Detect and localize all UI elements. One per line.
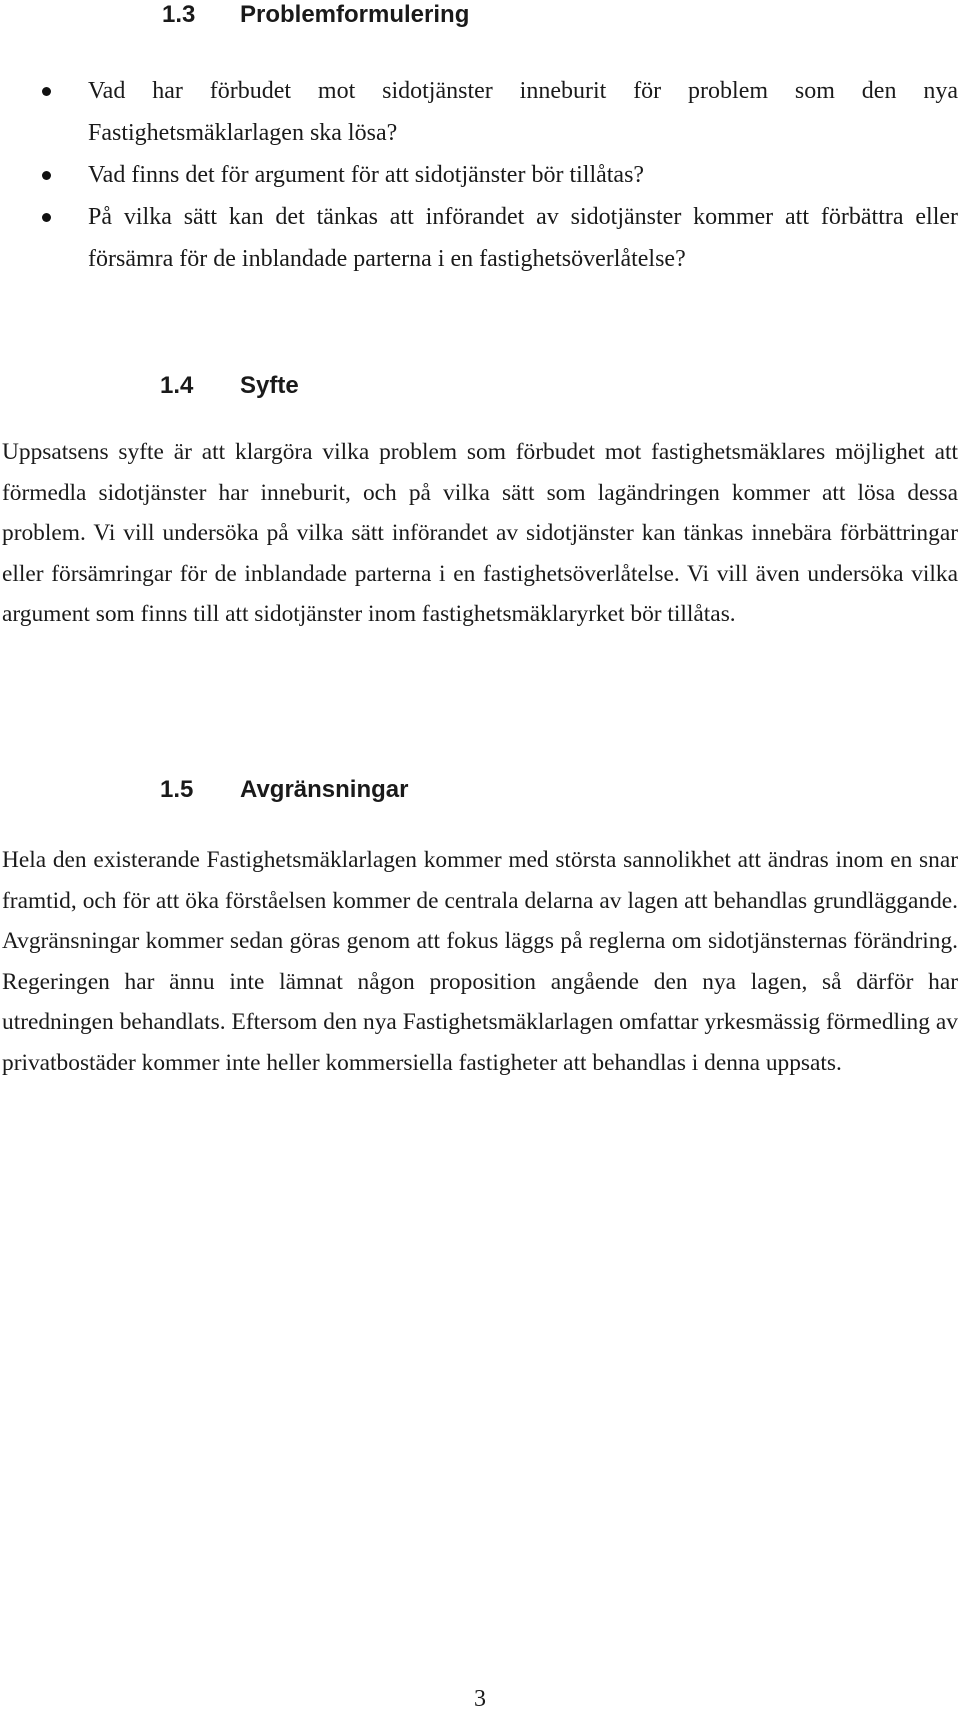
page-number: 3: [474, 1686, 486, 1712]
heading-number: 1.5: [160, 776, 194, 803]
list-item-text: Vad finns det för argument för att sidotjänster bör tillåtas?: [88, 162, 645, 188]
bullet-icon: [42, 87, 51, 96]
question-list: [0, 70, 960, 280]
bullet-icon: [42, 171, 51, 180]
list-item: [0, 70, 960, 154]
bullet-icon: [42, 213, 51, 222]
purpose-paragraph: Uppsatsens syfte är att klargöra vilka problem som förbudet mot fastighetsmäklares möjlighet att förmedla sidotjänster har inneburit, och på vilka sätt som lagändringen kommer att lösa dessa problem. Vi vill undersöka på vilka sätt införandet av sidotjänster kan tänkas innebära förbättringar eller försämringar för de inblandade parterna i en fastighetsöverlåtelse. Vi vill även undersöka vilka argument som finns till att sidotjänster inom fastighetsmäklaryrket bör tillåtas.: [2, 439, 958, 628]
heading-number: 1.3: [162, 1, 196, 28]
heading-number: 1.4: [160, 372, 194, 399]
list-item: [0, 196, 960, 280]
list-item-text: Vad har förbudet mot sidotjänster inneburit för problem som den nya Fastighetsmäklarlagen ska lösa?: [88, 78, 958, 146]
list-item: [0, 154, 960, 196]
heading-title: Avgränsningar: [240, 776, 409, 803]
heading-avgransningar: [160, 776, 408, 804]
heading-syfte: [160, 372, 299, 400]
list-item-text: På vilka sätt kan det tänkas att införandet av sidotjänster kommer att förbättra eller försämra för de inblandade parterna i en fastighetsöverlåtelse?: [88, 204, 958, 272]
heading-title: Problemformulering: [240, 1, 470, 28]
heading-title: Syfte: [240, 372, 299, 399]
delimitations-paragraph: Hela den existerande Fastighetsmäklarlagen kommer med största sannolikhet att ändras inom en snar framtid, och för att öka förståelsen kommer de centrala delarna av lagen att behandlas grundläggande. Avgränsningar kommer sedan göras genom att fokus läggs på reglerna om sidotjänsternas förändring. Regeringen har ännu inte lämnat någon proposition angående den nya lagen, så därför har utredningen behandlats. Eftersom den nya Fastighetsmäklarlagen omfattar yrkesmässig förmedling av privatbostäder kommer inte heller kommersiella fastigheter att behandlas i denna uppsats.: [2, 847, 958, 1076]
heading-problemformulering: [162, 1, 469, 29]
